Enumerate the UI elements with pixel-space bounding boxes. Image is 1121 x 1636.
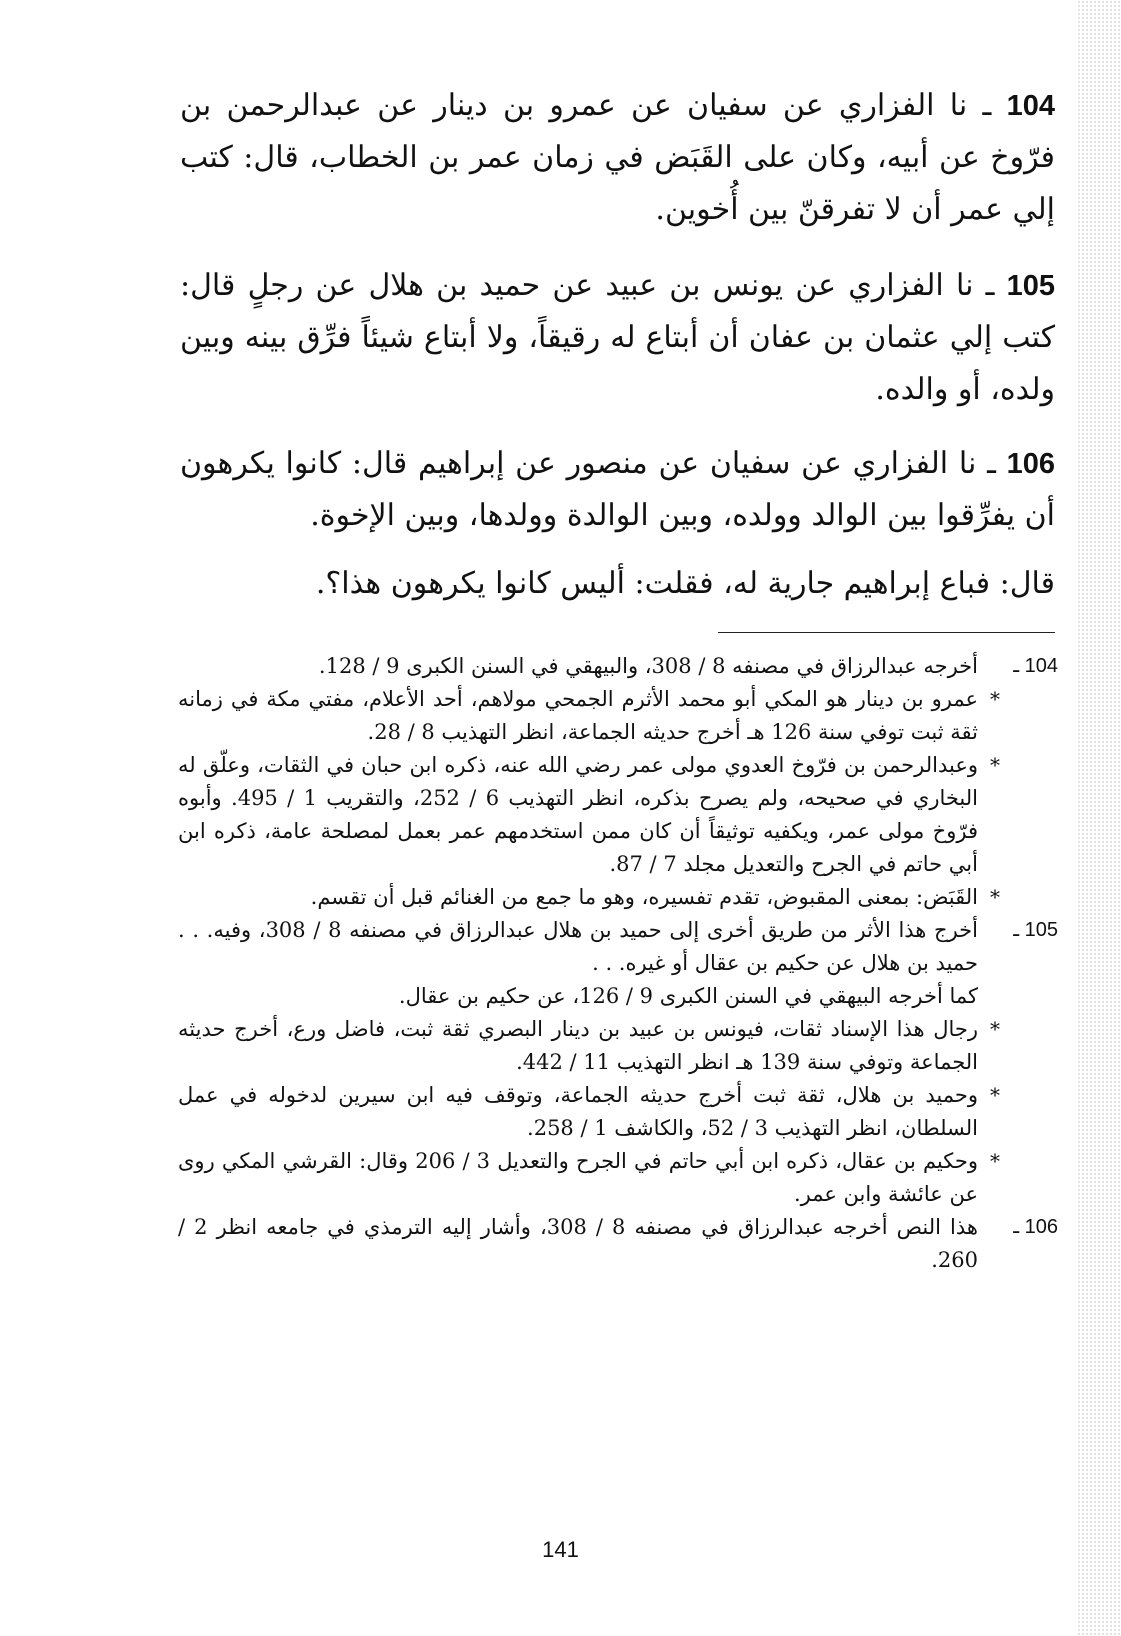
footnote-item (178, 749, 1058, 881)
footnote-item (178, 1079, 1058, 1145)
paragraph-106-continuation (180, 558, 1115, 610)
footnote-104 (178, 650, 1058, 683)
asterisk-marker: * (990, 687, 1000, 711)
paragraph-text: ـ نا الفزاري عن يونس بن عبيد عن حميد بن هلال عن رجلٍ قال: كتب إلي عثمان بن عفان أن أبتاع له رقيقاً، ولا أبتاع شيئاً فرِّق بينه وبين ولده، أو والده. (180, 268, 1056, 407)
footnote-item-text: القَبَض: بمعنى المقبوض، تقدم تفسيره، وهو ما جمع من الغنائم قبل أن تقسم. (310, 885, 978, 909)
footnote-item (178, 1013, 1058, 1079)
asterisk-marker: * (990, 1017, 1000, 1041)
footnote-item-text: وحكيم بن عقال، ذكره ابن أبي حاتم في الجرح والتعديل 3 / 206 وقال: القرشي المكي روى عن عائشة وابن عمر. (178, 1149, 978, 1206)
paragraph-text: قال: فباع إبراهيم جارية له، فقلت: أليس كانوا يكرهون هذا؟. (315, 566, 1055, 601)
footnote-105 (178, 914, 1058, 980)
footnote-number: 106 ـ (1013, 1216, 1058, 1238)
scan-edge-texture (1077, 0, 1121, 1636)
footnote-text: أخرجه عبدالرزاق في مصنفه 8 / 308، والبيهقي في السنن الكبرى 9 / 128. (318, 654, 978, 678)
paragraph-number: 104 (1006, 90, 1055, 122)
asterisk-marker: * (990, 753, 1000, 777)
paragraph-number: 105 (1006, 270, 1055, 302)
footnote-item (178, 881, 1058, 914)
footnote-number: 104 ـ (1013, 655, 1058, 677)
footnote-number: 105 ـ (1013, 919, 1058, 941)
paragraph-text: ـ نا الفزاري عن سفيان عن عمرو بن دينار عن عبدالرحمن بن فرّوخ عن أبيه، وكان على القَبَض في زمان عمر بن الخطاب، قال: كتب إلي عمر أن لا تفرقنّ بين أُخوين. (180, 88, 1055, 227)
paragraph-text: ـ نا الفزاري عن سفيان عن منصور عن إبراهيم قال: كانوا يكرهون أن يفرِّقوا بين الوالد وولده، وبين الوالدة وولدها، وبين الإخوة. (180, 446, 1055, 533)
page-number: 141 (542, 1537, 579, 1562)
footnote-text: هذا النص أخرجه عبدالرزاق في مصنفه 8 / 308، وأشار إليه الترمذي في جامعه انظر 2 / 260. (178, 1215, 978, 1272)
footnote-item-text: رجال هذا الإسناد ثقات، فيونس بن عبيد بن دينار البصري ثقة ثبت، فاضل ورع، أخرج حديثه الجماعة وتوفي سنة 139 هـ انظر التهذيب 11 / 442. (178, 1017, 978, 1074)
footnote-item-text: عمرو بن دينار هو المكي أبو محمد الأثرم الجمحي مولاهم، أحد الأعلام، مفتي مكة في زمانه ثقة ثبت توفي سنة 126 هـ أخرج حديثه الجماعة، انظر التهذيب 8 / 28. (178, 687, 978, 744)
paragraph-number: 106 (1006, 448, 1055, 480)
footnote-continuation: كما أخرجه البيهقي في السنن الكبرى 9 / 126، عن حكيم بن عقال. (398, 984, 978, 1008)
asterisk-marker: * (990, 1149, 1000, 1173)
footnote-106 (178, 1211, 1058, 1277)
footnote-text: أخرج هذا الأثر من طريق أخرى إلى حميد بن هلال عبدالرزاق في مصنفه 8 / 308، وفيه. . . حميد بن هلال عن حكيم بن عقال أو غيره. . . (178, 918, 978, 975)
footnote-item-text: وحميد بن هلال، ثقة ثبت أخرج حديثه الجماعة، وتوقف فيه ابن سيرين لدخوله في عمل السلطان، انظر التهذيب 3 / 52، والكاشف 1 / 258. (178, 1083, 978, 1140)
footnotes (178, 650, 1058, 1277)
paragraph-106 (180, 438, 1055, 542)
asterisk-marker: * (990, 1083, 1000, 1107)
asterisk-marker: * (990, 885, 1000, 909)
footnote-separator (718, 632, 1055, 633)
footnote-item-text: وعبدالرحمن بن فرّوخ العدوي مولى عمر رضي الله عنه، ذكره ابن حبان في الثقات، وعلّق له البخاري في صحيحه، ولم يصرح بذكره، انظر التهذيب 6 / 252، والتقريب 1 / 495. وأبوه فرّوخ مولى عمر، ويكفيه توثيقاً أن كان ممن استخدمهم عمر بعمل لمصلحة عامة، ذكره ابن أبي حاتم في الجرح والتعديل مجلد 7 / 87. (178, 753, 979, 876)
paragraph-105 (180, 260, 1055, 416)
footnote-item (178, 683, 1058, 749)
footnote-item (178, 1145, 1058, 1211)
paragraph-104 (180, 80, 1055, 236)
